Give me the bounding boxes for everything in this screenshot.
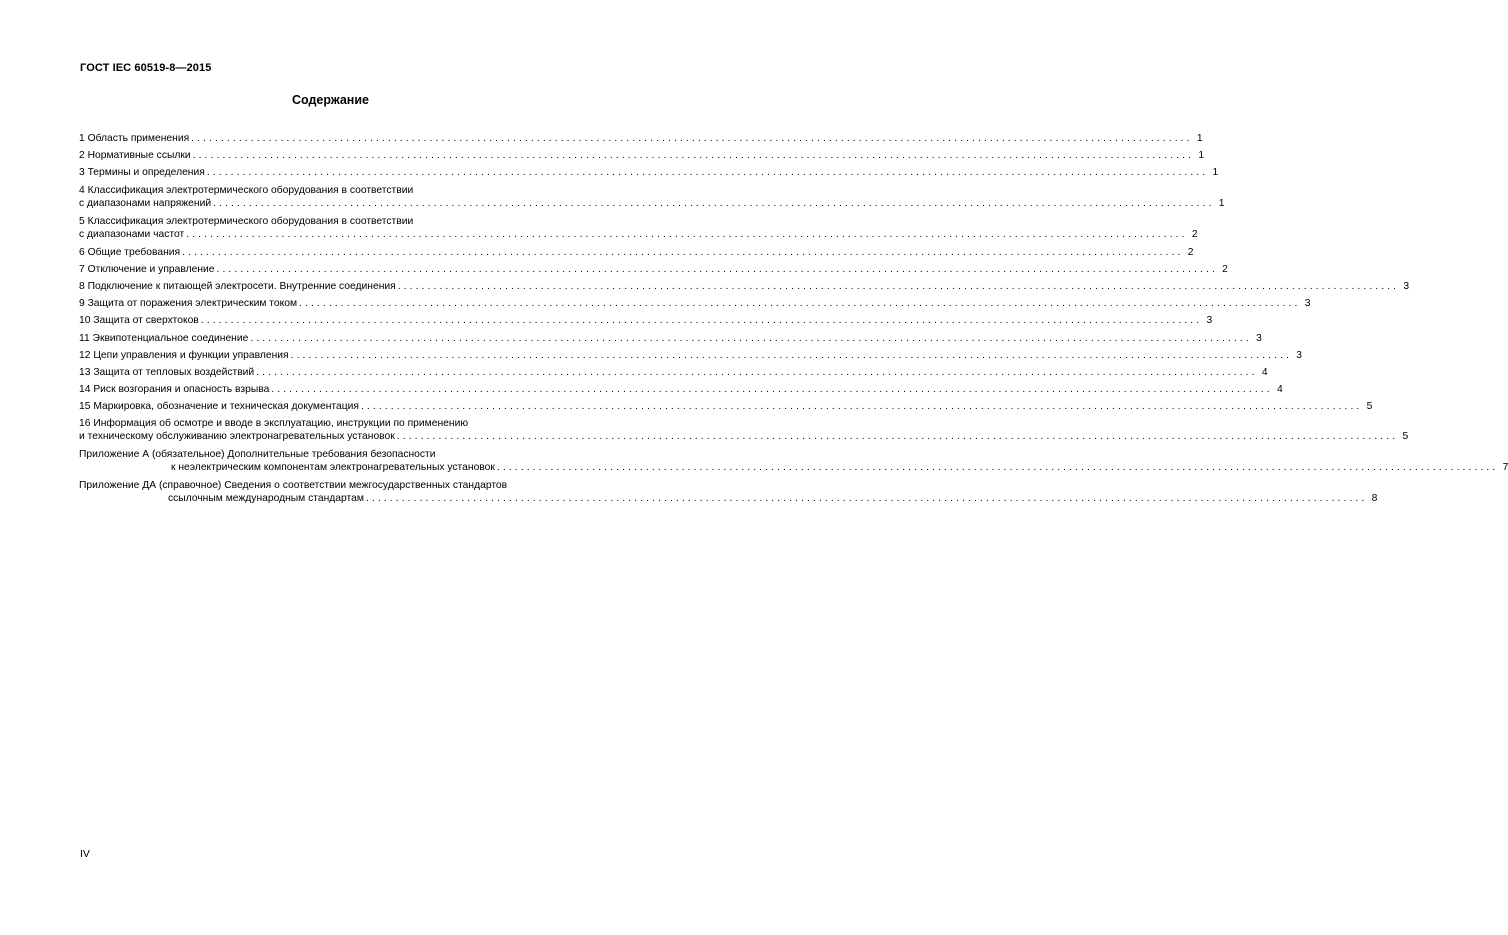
toc-entry[interactable] [79,332,1262,345]
toc-entry-text: 10 Защита от сверхтоков [79,315,199,327]
toc-page-number: 1 [1198,150,1205,162]
toc-entry[interactable] [79,366,1268,379]
toc-entry-appendix[interactable] [79,479,1378,505]
toc-page-number: 3 [1206,315,1213,327]
toc-entry-text: 16 Информация об осмотре и вводе в эксплуатацию, инструкции по применению [79,418,469,430]
toc-entry-text: 4 Классификация электротермического оборудования в соответствии [79,184,414,196]
dot-leader: ........................................................................................................................................................................ [213,197,1215,209]
dot-leader: ........................................................................................................................................................................ [496,462,1499,474]
dot-leader: ........................................................................................................................................................................ [271,384,1273,396]
toc-entry[interactable] [79,246,1194,259]
toc-entry[interactable] [79,215,1198,241]
toc-page-number: 4 [1276,384,1283,396]
toc-entry[interactable] [79,417,1409,443]
toc-entry-text-continued: с диапазонами частот [79,228,185,240]
toc-page-number: 3 [1304,298,1311,310]
dot-leader: ........................................................................................................................................................................ [206,167,1209,179]
toc-entry-text: 11 Эквипотенциальное соединение [79,332,249,344]
toc-page-number: 5 [1402,431,1409,443]
dot-leader: ........................................................................................................................................................................ [250,332,1252,344]
toc-entry-text: 1 Область применения [79,133,190,144]
dot-leader: ........................................................................................................................................................................ [396,431,1399,443]
dot-leader: ........................................................................................................................................................................ [216,263,1218,275]
toc-page-number: 1 [1196,133,1203,144]
dot-leader: ........................................................................................................................................................................ [191,133,1193,144]
dot-leader: ........................................................................................................................................................................ [200,315,1203,327]
toc-entry[interactable] [79,383,1283,396]
toc-entry[interactable] [79,132,1203,145]
toc-entry-text: Приложение А (обязательное) Дополнительные требования безопасности [79,449,436,461]
toc-page-number: 7 [1502,462,1508,474]
toc-entry-text: 8 Подключение к питающей электросети. Внутренние соединения [79,280,396,292]
toc-page-number: 8 [1371,493,1378,505]
toc-entry[interactable] [79,184,1225,210]
toc-entry[interactable] [79,149,1205,162]
toc-entry-text: 3 Термины и определения [79,167,205,179]
dot-leader: ........................................................................................................................................................................ [256,366,1258,378]
toc-page-number: 2 [1222,263,1228,275]
toc-entry[interactable] [79,263,1228,276]
table-of-contents [79,132,1508,510]
dot-leader: ........................................................................................................................................................................ [397,280,1400,292]
toc-entry-text-continued: к неэлектрическим компонентам электронагревательных установок [171,462,495,474]
toc-page-number: 1 [1212,167,1219,179]
toc-entry[interactable] [79,314,1213,327]
page-number-roman: IV [80,848,90,860]
toc-entry-text: 13 Защита от тепловых воздействий [79,366,255,378]
toc-entry[interactable] [79,349,1303,362]
dot-leader: ........................................................................................................................................................................ [365,493,1368,505]
dot-leader: ........................................................................................................................................................................ [290,349,1293,361]
toc-entry-text: Приложение ДА (справочное) Сведения о соответствии межгосударственных стандартов [79,480,508,492]
toc-page-number: 3 [1256,332,1262,344]
toc-entry-text: 7 Отключение и управление [79,263,215,275]
toc-page-number: 2 [1191,228,1198,240]
toc-page-number: 3 [1403,280,1410,292]
toc-entry-text-continued: с диапазонами напряжений [79,197,212,209]
toc-page-number: 2 [1187,246,1194,258]
toc-page-number: 5 [1366,401,1373,413]
toc-entry[interactable] [79,166,1219,179]
toc-entry[interactable] [79,280,1410,293]
toc-entry-text: 12 Цепи управления и функции управления [79,349,289,361]
toc-entry-appendix[interactable] [79,448,1508,474]
toc-entry-text: 6 Общие требования [79,246,181,258]
toc-entry-text: 15 Маркировка, обозначение и техническая документация [79,401,359,413]
toc-entry-text: 14 Риск возгорания и опасность взрыва [79,384,270,396]
dot-leader: ........................................................................................................................................................................ [186,228,1188,240]
document-header: ГОСТ IEC 60519-8—2015 [80,62,212,74]
toc-page-number: 4 [1261,366,1268,378]
toc-entry[interactable] [79,400,1373,413]
toc-page-number: 3 [1296,349,1303,361]
toc-entry[interactable] [79,297,1311,310]
toc-entry-text-continued: и техническому обслуживанию электронагревательных установок [79,431,395,443]
toc-entry-text-continued: ссылочным международным стандартам [168,493,364,505]
toc-entry-text: 9 Защита от поражения электрическим током [79,298,298,310]
toc-entry-text: 5 Классификация электротермического оборудования в соответствии [79,215,414,227]
dot-leader: ........................................................................................................................................................................ [360,401,1363,413]
dot-leader: ........................................................................................................................................................................ [299,298,1301,310]
toc-page-number: 1 [1218,197,1225,209]
toc-title: Содержание [291,93,369,107]
dot-leader: ........................................................................................................................................................................ [182,246,1184,258]
dot-leader: ........................................................................................................................................................................ [192,150,1195,162]
toc-entry-text: 2 Нормативные ссылки [79,150,191,162]
